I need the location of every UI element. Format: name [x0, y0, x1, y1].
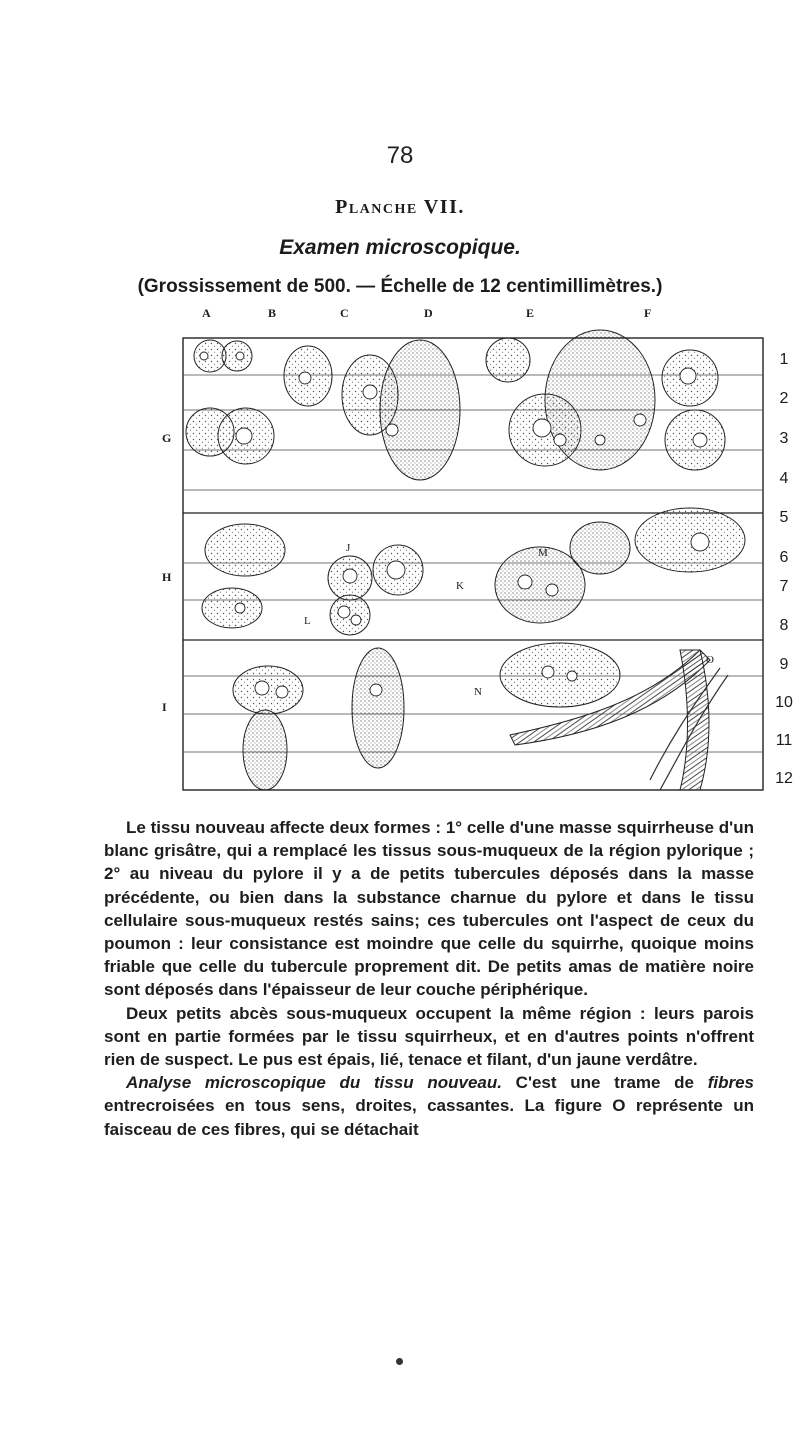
paragraph-2: Deux petits abcès sous-muqueux occupent la même région : leurs parois sont en partie formées par le tissu squirrheux, et en d'autres points n'offrent rien de suspect. Le pus est épais, lié, tenace et filant, d'un jaune verdâtre.: [104, 1003, 754, 1070]
cell-label-o: O: [706, 654, 714, 666]
scale-number-4: 4: [779, 470, 789, 487]
paragraph-3-text-b: entrecroisées en tous sens, droites, cassantes. La figure O représente un faisceau de ces fibres, qui se détachait: [104, 1096, 754, 1139]
paragraph-3-fibres: fibres: [707, 1073, 754, 1093]
row-label-h: H: [162, 570, 172, 584]
body-text: [104, 816, 754, 1141]
microscopy-plate-figure: [160, 320, 800, 800]
row-label-g: G: [162, 431, 172, 445]
cell-label-l: L: [304, 615, 311, 627]
scale-number-11: 11: [775, 732, 793, 749]
scale-number-2: 2: [779, 390, 789, 407]
cell-label-n: N: [474, 686, 482, 698]
scale-number-10: 10: [775, 694, 793, 711]
column-label-e: E: [526, 306, 535, 320]
scale-number-7: 7: [779, 578, 789, 595]
scale-number-8: 8: [779, 617, 789, 634]
scale-number-3: 3: [779, 430, 789, 447]
scale-number-6: 6: [779, 549, 789, 566]
paragraph-1: Le tissu nouveau affecte deux formes : 1° celle d'une masse squirrheuse d'un blanc grisâtre, qui a remplacé les tissus sous-muqueux de la région pylorique ; 2° au niveau du pylore il y a de petits tubercules déposés dans la masse précédente, ou bien dans la substance charnue du pylore et dans le tissu cellulaire sous-muqueux restés sains; ces tubercules ont l'aspect de ceux du poumon : leur consistance est moindre que celle du squirrhe, quoique moins friable que celle du tubercule proprement dit. De petits amas de matière noire sont déposés dans l'épaisseur de leur couche périphérique.: [104, 818, 754, 1000]
scale-number-9: 9: [779, 656, 789, 673]
cell-label-k: K: [456, 580, 464, 592]
caption: (Grossissement de 500. — Échelle de 12 centimillimètres.): [137, 276, 663, 297]
column-label-a: A: [202, 306, 211, 320]
column-label-d: D: [424, 306, 433, 320]
column-label-c: C: [340, 306, 349, 320]
plate-title: Planche VII.: [335, 196, 465, 218]
row-label-i: I: [162, 700, 167, 714]
cell-label-m: M: [538, 547, 548, 559]
scale-number-12: 12: [775, 770, 793, 787]
column-label-f: F: [644, 306, 652, 320]
printer-mark: [396, 1358, 403, 1365]
paragraph-3-heading: Analyse microscopique du tissu nouveau.: [126, 1073, 502, 1093]
cell-label-j: J: [346, 542, 351, 554]
scale-number-5: 5: [779, 509, 789, 526]
paragraph-3: [104, 1071, 754, 1141]
scale-number-1: 1: [779, 351, 789, 368]
column-label-b: B: [268, 306, 277, 320]
paragraph-3-text-a: C'est une trame de: [501, 1073, 708, 1093]
page-number: 78: [386, 142, 414, 169]
subtitle: Examen microscopique.: [279, 236, 521, 259]
